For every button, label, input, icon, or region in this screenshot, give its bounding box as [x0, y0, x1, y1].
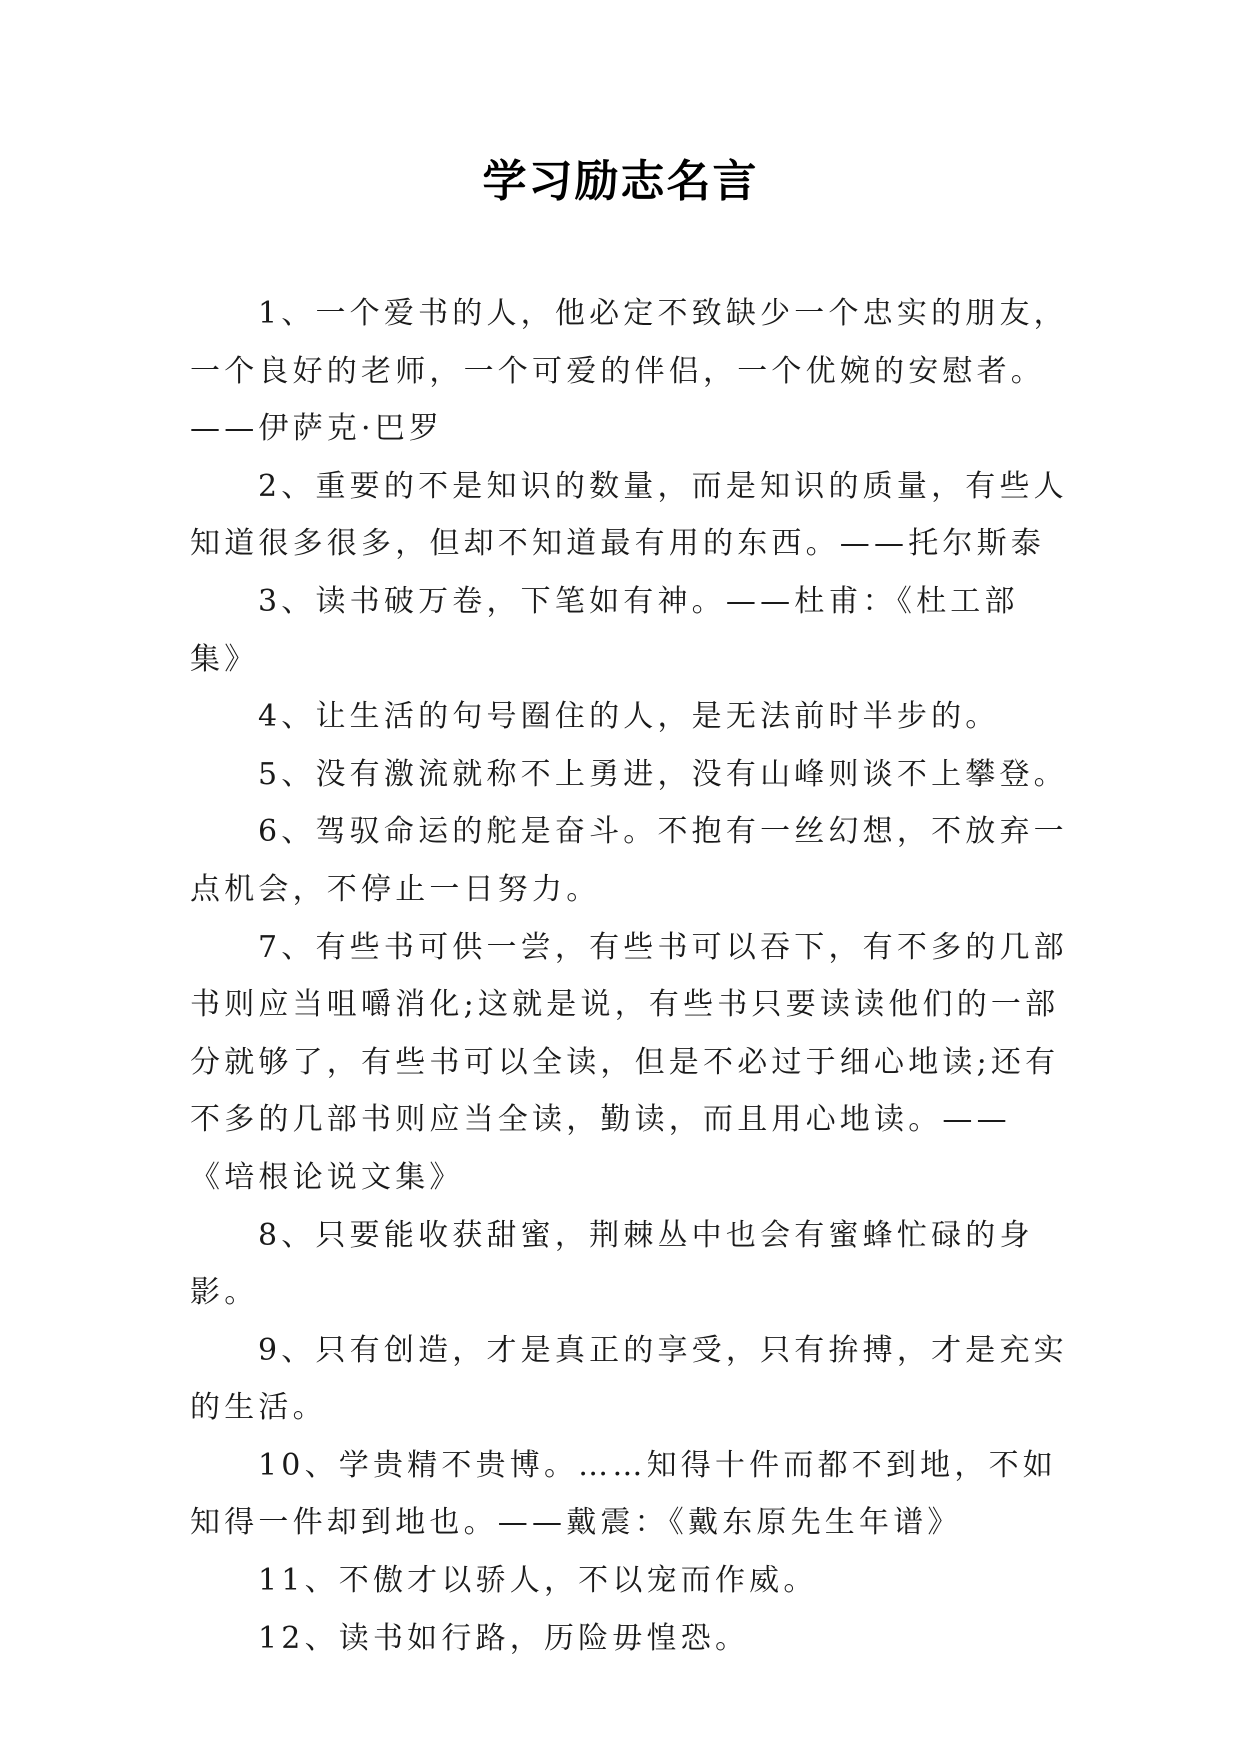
quote-item: 7、有些书可供一尝，有些书可以吞下，有不多的几部书则应当咀嚼消化;这就是说，有些书只要读读他们的一部分就够了，有些书可以全读，但是不必过于细心地读;还有不多的几部书则应当全读，勤读，而且用心地读。——《培根论说文集》	[190, 929, 1068, 1195]
quote-item: 1、一个爱书的人，他必定不致缺少一个忠实的朋友，一个良好的老师，一个可爱的伴侣，一个优婉的安慰者。——伊萨克·巴罗	[190, 296, 1068, 447]
quote-item: 9、只有创造，才是真正的享受，只有拚搏，才是充实的生活。	[190, 1332, 1068, 1426]
quote-item: 5、没有激流就称不上勇进，没有山峰则谈不上攀登。	[258, 756, 1068, 792]
quote-item: 8、只要能收获甜蜜，荆棘丛中也会有蜜蜂忙碌的身影。	[190, 1217, 1034, 1311]
quote-item: 6、驾驭命运的舵是奋斗。不抱有一丝幻想，不放弃一点机会，不停止一日努力。	[190, 814, 1068, 907]
quote-item: 10、学贵精不贵博。……知得十件而都不到地，不如知得一件却到地也。——戴震：《戴东原先生年谱》	[190, 1447, 1057, 1541]
quote-item: 2、重要的不是知识的数量，而是知识的质量，有些人知道很多很多，但却不知道最有用的东西。——托尔斯泰	[190, 468, 1068, 562]
document-title: 学习励志名言	[482, 156, 759, 207]
quote-item: 11、不傲才以骄人，不以宠而作威。	[258, 1563, 818, 1599]
quote-item: 3、读书破万卷，下笔如有神。——杜甫：《杜工部集》	[190, 583, 1019, 677]
quote-item: 12、读书如行路，历险毋惶恐。	[258, 1620, 750, 1656]
quote-list	[190, 285, 1070, 1667]
quote-item: 4、让生活的句号圈住的人，是无法前时半步的。	[258, 699, 1000, 735]
